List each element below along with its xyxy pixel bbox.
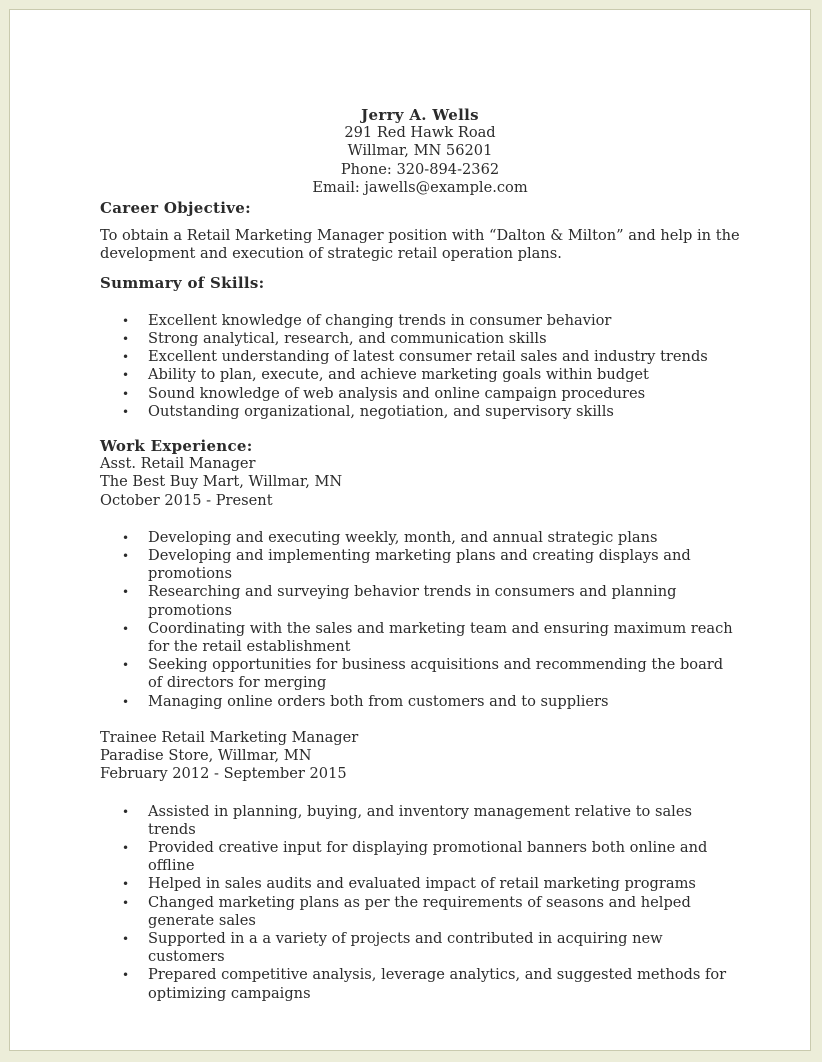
bullet-icon: • [122,404,130,419]
list-item: • Coordinating with the sales and marketing team and ensuring maximum reach for the retail establishment [122,619,733,656]
bullet-icon: • [122,658,130,673]
list-item: • Researching and surveying behavior trends in consumers and planning promotions [122,583,677,619]
bullet-icon: • [122,694,130,709]
job-dates: October 2015 - Present [100,491,273,509]
address-line-1: 291 Red Hawk Road [344,124,496,142]
list-item: • Ability to plan, execute, and achieve marketing goals within budget [122,366,649,384]
objective-text: To obtain a Retail Marketing Manager position with “Dalton & Milton” and help in the development and execution of strategic retail operation plans. [100,227,740,263]
bullet-icon: • [122,350,130,365]
bullet-icon: • [122,386,130,401]
job-title: Trainee Retail Marketing Manager [100,728,359,746]
bullet-icon: • [122,530,130,545]
bullet-icon: • [122,621,130,636]
list-item: • Assisted in planning, buying, and inventory management relative to sales trends [122,802,692,838]
resume-content [100,106,740,1003]
bullet-icon: • [122,313,130,328]
job-duties-list [100,803,740,1003]
bullet-icon: • [122,549,130,564]
phone-line: Phone: 320-894-2362 [340,160,500,178]
list-item: • Excellent understanding of latest consumer retail sales and industry trends [122,348,708,366]
job-company: Paradise Store, Willmar, MN [100,747,312,765]
list-item: • Outstanding organizational, negotiation, and supervisory skills [122,402,614,420]
bullet-icon: • [122,877,130,892]
candidate-name: Jerry A. Wells [361,106,479,124]
job-entry [100,455,740,711]
bullet-icon: • [122,804,130,819]
list-item: • Changed marketing plans as per the requirements of seasons and helped generate sales [122,893,691,929]
bullet-icon: • [122,332,130,347]
list-item: • Supported in a a variety of projects and contributed in acquiring new customers [122,929,663,966]
list-item: • Seeking opportunities for business acquisitions and recommending the board of directors for merging [122,656,724,692]
email-line: Email: jawells@example.com [312,178,528,196]
bullet-icon: • [122,931,130,946]
job-dates: February 2012 - September 2015 [100,765,347,783]
work-heading: Work Experience: [100,437,253,456]
objective-heading: Career Objective: [100,199,251,218]
bullet-icon: • [122,968,130,983]
job-title: Asst. Retail Manager [100,455,256,473]
list-item: • Strong analytical, research, and communication skills [122,330,547,348]
bullet-icon: • [122,895,130,910]
skills-list [100,312,740,421]
job-entry [100,729,740,1003]
list-item: • Provided creative input for displaying promotional banners both online and offline [122,838,708,875]
skills-heading: Summary of Skills: [100,273,265,292]
contact-header [100,106,740,197]
bullet-icon: • [122,368,130,383]
list-item: • Developing and executing weekly, month, and annual strategic plans [122,528,658,546]
resume-page [9,9,811,1051]
bullet-icon: • [122,840,130,855]
list-item: • Managing online orders both from customers and to suppliers [122,692,609,710]
bullet-icon: • [122,585,130,600]
list-item: • Prepared competitive analysis, leverage analytics, and suggested methods for optimizing campaigns [122,966,727,1002]
list-item: • Excellent knowledge of changing trends in consumer behavior [122,311,612,329]
job-company: The Best Buy Mart, Willmar, MN [100,473,343,491]
list-item: • Helped in sales audits and evaluated impact of retail marketing programs [122,875,696,893]
list-item: • Developing and implementing marketing plans and creating displays and promotions [122,547,691,583]
list-item: • Sound knowledge of web analysis and online campaign procedures [122,384,646,402]
job-duties-list [100,529,740,711]
address-line-2: Willmar, MN 56201 [347,142,493,160]
